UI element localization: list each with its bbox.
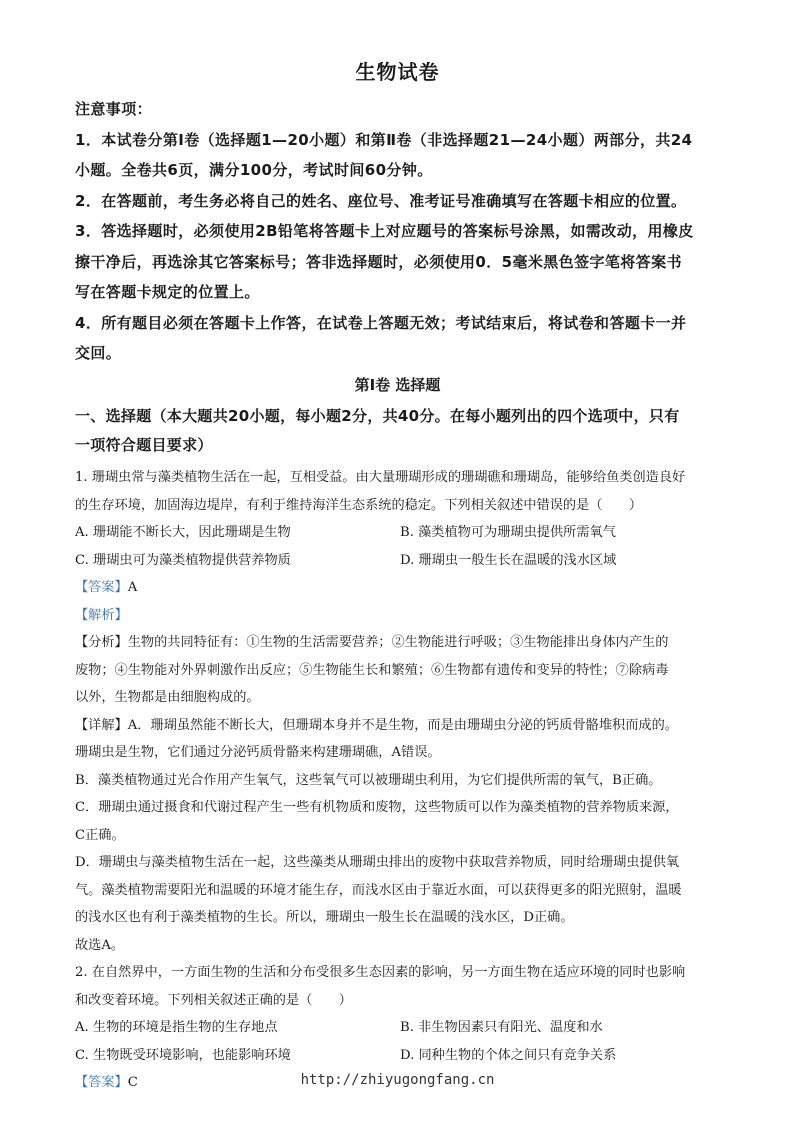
q1-option-d: D. 珊瑚虫一般生长在温暖的浅水区域 bbox=[400, 552, 617, 568]
fenxi-text: 生物的共同特征有：①生物的生活需要营养；②生物能进行呼吸；③生物能排出身体内产生的 bbox=[127, 635, 669, 650]
part-heading bbox=[75, 402, 725, 460]
q1-fenxi: 以外，生物都是由细胞构成的。 bbox=[75, 690, 260, 705]
notice-line: 擦干净后，再选涂其它答案标号；答非选择题时，必须使用0．5毫米黑色签字笔将答案书 bbox=[75, 252, 682, 271]
answer-tag: 【答案】 bbox=[75, 580, 128, 595]
q1-option-c: C. 珊瑚虫可为藻类植物提供营养物质 bbox=[75, 552, 291, 568]
q1-analysis-tag bbox=[75, 602, 725, 630]
q1-fenxi: 废物；④生物能对外界刺激作出反应；⑤生物能生长和繁殖；⑥生物都有遗传和变异的特性；⑦除病毒 bbox=[75, 662, 669, 678]
notice-block bbox=[75, 94, 725, 369]
notice-line: 交回。 bbox=[75, 344, 122, 362]
xiangjie-tag: 【详解】 bbox=[75, 717, 128, 733]
q1-option-b: B. 藻类植物可为珊瑚虫提供所需氧气 bbox=[400, 525, 616, 540]
xiangjie-text: A．珊瑚虽然能不断长大，但珊瑚本身并不是生物，而是由珊瑚虫分泌的钙质骨骼堆积而成的。 bbox=[127, 717, 678, 733]
q1-xiangjie: 珊瑚虫是生物，它们通过分泌钙质骨骼来构建珊瑚礁，A错误。 bbox=[75, 745, 441, 760]
fenxi-tag: 【分析】 bbox=[75, 635, 128, 650]
part-heading-line: 一项符合题目要求） bbox=[75, 436, 213, 454]
q1-fenxi bbox=[75, 629, 725, 657]
q1-xiangjie bbox=[75, 712, 725, 740]
page-title: 生物试卷 bbox=[355, 60, 440, 84]
q1-stem: 的生存环境，加固海边堤岸，有利于维持海洋生态系统的稳定。下列相关叙述中错误的是（ ） bbox=[75, 497, 643, 513]
q1-xiangjie: 气。藻类植物需要阳光和温暖的环境才能生存，而浅水区由于靠近水面，可以获得更多的阳光照射，温暖 bbox=[75, 882, 682, 898]
q1-xiangjie: D．珊瑚虫与藻类植物生活在一起，这些藻类从珊瑚虫排出的废物中获取营养物质，同时给珊瑚虫提供氧 bbox=[75, 855, 680, 870]
q1-options-row bbox=[75, 547, 725, 575]
q1-xiangjie: 的浅水区也有利于藻类植物的生长。所以，珊瑚虫一般生长在温暖的浅水区，D正确。 bbox=[75, 910, 574, 925]
q1-xiangjie: C．珊瑚虫通过摄食和代谢过程产生一些有机物质和废物，这些物质可以作为藻类植物的营养物质来源， bbox=[75, 800, 679, 815]
notice-line: 写在答题卡规定的位置上。 bbox=[75, 283, 260, 301]
notice-line: 2．在答题前，考生务必将自己的姓名、座位号、准考证号准确填写在答题卡相应的位置。 bbox=[75, 191, 687, 210]
q2-options-row bbox=[75, 1042, 725, 1070]
q1-option-a: A. 珊瑚能不断长大，因此珊瑚是生物 bbox=[75, 525, 291, 540]
notice-line: 3．答选择题时，必须使用2B铅笔将答题卡上对应题号的答案标号涂黑，如需改动，用橡皮 bbox=[75, 222, 694, 240]
q2-option-b: B. 非生物因素只有阳光、温度和水 bbox=[400, 1020, 603, 1035]
q2-option-a: A. 生物的环境是指生物的生存地点 bbox=[75, 1020, 278, 1035]
q1-stem: 1. 珊瑚虫常与藻类植物生活在一起，互相受益。由大量珊瑚形成的珊瑚礁和珊瑚岛，能够给鱼类创造良好 bbox=[75, 470, 686, 485]
q1-xiangjie: C正确。 bbox=[75, 827, 125, 843]
q1-options-row bbox=[75, 519, 725, 547]
analysis-tag: 【解析】 bbox=[75, 607, 128, 623]
q1-xiangjie: B．藻类植物通过光合作用产生氧气，这些氧气可以被珊瑚虫利用，为它们提供所需的氧气，B正确。 bbox=[75, 772, 662, 788]
q2-options-row bbox=[75, 1014, 725, 1042]
answer-value: A bbox=[127, 580, 138, 595]
notice-line: 1．本试卷分第Ⅰ卷（选择题1—20小题）和第Ⅱ卷（非选择题21—24小题）两部分，共24 bbox=[75, 130, 693, 149]
answer-value: C bbox=[127, 1075, 138, 1090]
q2-option-d: D. 同种生物的个体之间只有竞争关系 bbox=[400, 1047, 617, 1063]
q1-xiangjie: 故选A。 bbox=[75, 937, 125, 953]
q2-stem: 和改变着环境。下列相关叙述正确的是（ ） bbox=[75, 992, 352, 1008]
notice-line: 小题。全卷共6页，满分100分，考试时间60分钟。 bbox=[75, 161, 433, 179]
notice-heading: 注意事项： bbox=[75, 100, 153, 118]
section-title: 第Ⅰ卷 选择题 bbox=[354, 376, 441, 394]
q1-answer bbox=[75, 574, 725, 602]
notice-line: 4．所有题目必须在答题卡上作答，在试卷上答题无效；考试结束后，将试卷和答题卡一并 bbox=[75, 313, 687, 332]
footer-url: http://zhiyugongfang.cn bbox=[300, 1072, 495, 1088]
q2-stem: 2. 在自然界中，一方面生物的生活和分布受很多生态因素的影响，另一方面生物在适应环境的同时也影响 bbox=[75, 965, 686, 980]
answer-tag: 【答案】 bbox=[75, 1075, 128, 1090]
q2-option-c: C. 生物既受环境影响，也能影响环境 bbox=[75, 1047, 291, 1063]
questions bbox=[75, 464, 725, 1097]
part-heading-line: 一、选择题（本大题共20小题，每小题2分，共40分。在每小题列出的四个选项中，只有 bbox=[75, 407, 680, 425]
